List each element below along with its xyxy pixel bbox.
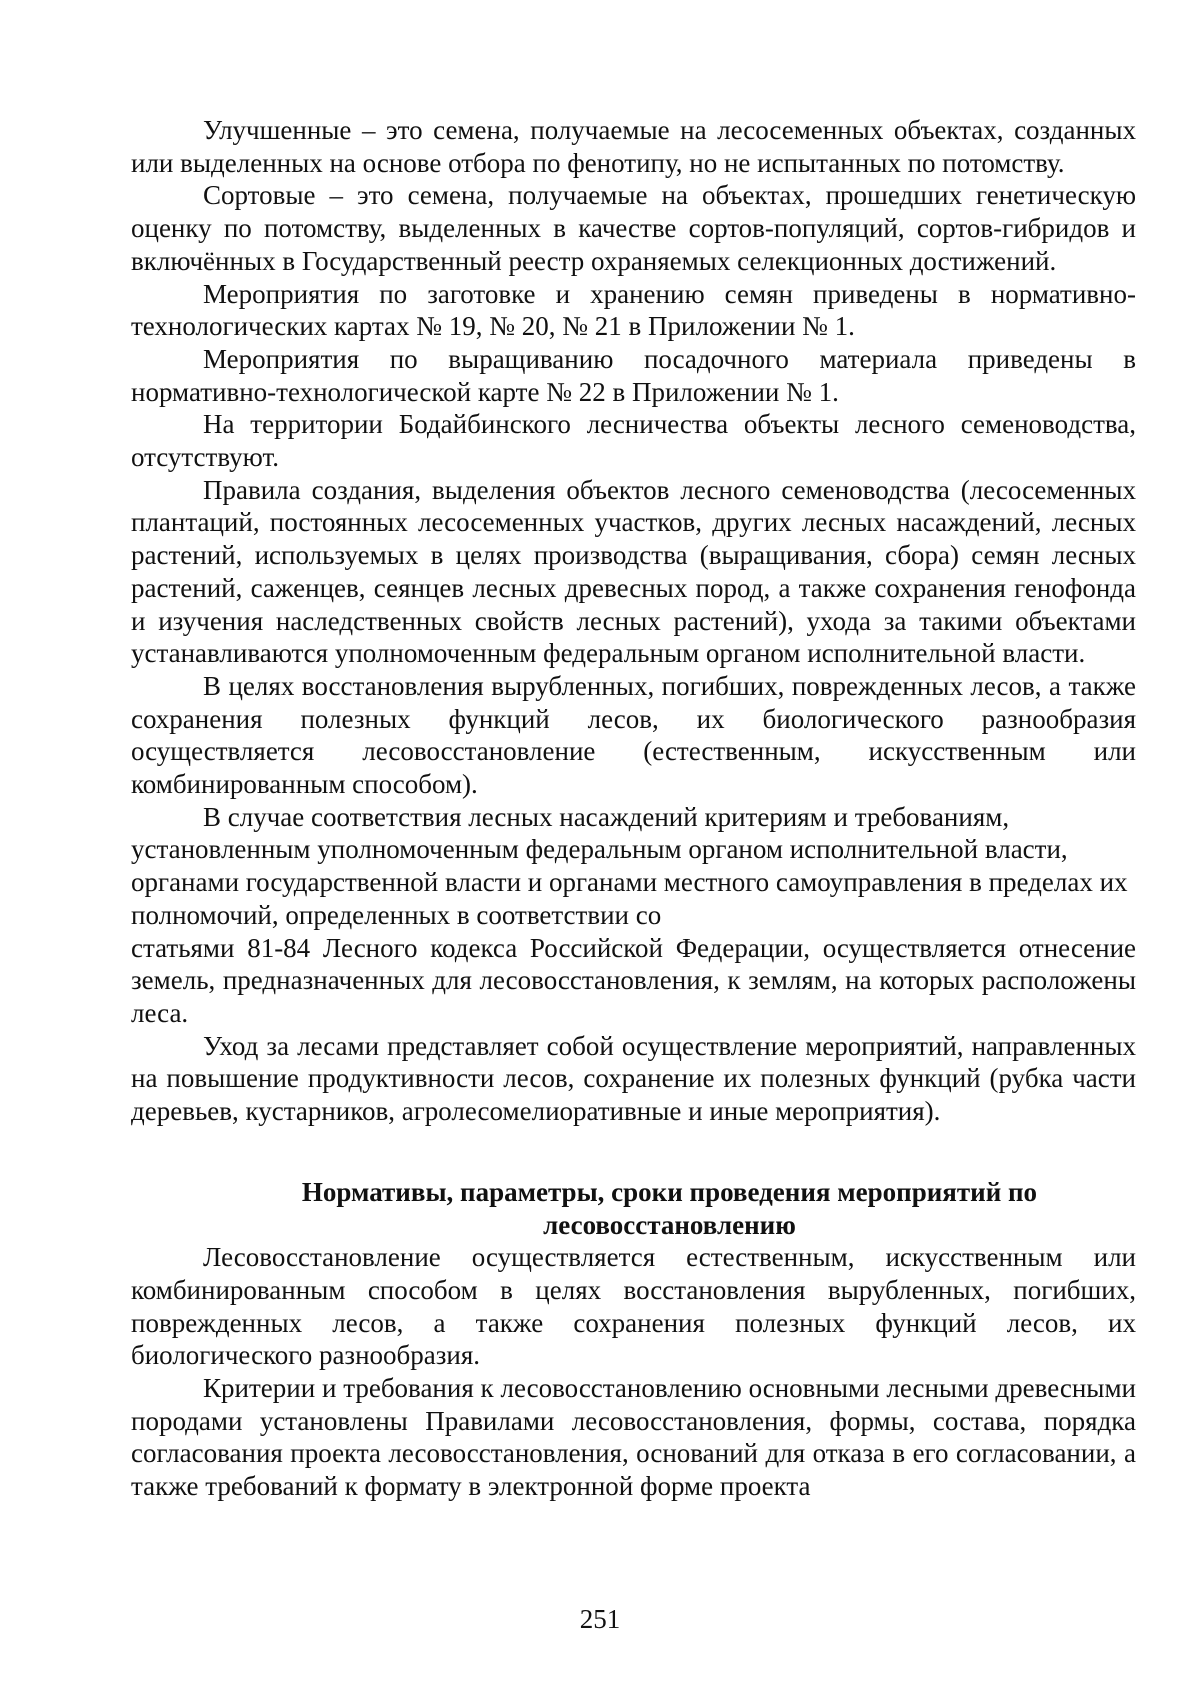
- paragraph-forest-code-articles: статьями 81-84 Лесного кодекса Российской Федерации, осуществляется отнесение земель, предназначенных для лесовосстановления, к землям, на которых расположены леса.: [131, 932, 1136, 1028]
- paragraph-reforestation-goals: В целях восстановления вырубленных, погибших, поврежденных лесов, а также сохранения полезных функций лесов, их биологического разнообразия осуществляется лесовосстановление (естественным, искусственным или комбинированным способом).: [131, 670, 1136, 800]
- paragraph-criteria-compliance: В случае соответствия лесных насаждений критериям и требованиям, установленным уполномоченным федеральным органом исполнительной власти, органами государственной власти и органами местного самоуправления в пределах их полномочий, определенных в соответствии со: [131, 801, 1128, 930]
- section-heading-line-1: Нормативы, параметры, сроки проведения мероприятий по: [301, 1176, 1038, 1207]
- section-heading-line-2: лесовосстановлению: [543, 1209, 796, 1240]
- paragraph-seed-objects-rules: Правила создания, выделения объектов лесного семеноводства (лесосеменных плантаций, постоянных лесосеменных участков, других лесных насаждений, лесных растений, используемых в целях производства (выращивания, сбора) семян лесных растений, саженцев, сеянцев лесных древесных пород, а также сохранения генофонда и изучения наследственных свойств лесных растений), ухода за такими объектами устанавливаются уполномоченным федеральным органом исполнительной власти.: [131, 474, 1136, 669]
- paragraph-forest-care: Уход за лесами представляет собой осуществление мероприятий, направленных на повышение продуктивности лесов, сохранение их полезных функций (рубка части деревьев, кустарников, агролесомелиоративные и иные мероприятия).: [131, 1030, 1136, 1127]
- paragraph-reforestation-methods: Лесовосстановление осуществляется естественным, искусственным или комбинированным способом в целях восстановления вырубленных, погибших, поврежденных лесов, а также сохранения полезных функций лесов, их биологического разнообразия.: [131, 1242, 1136, 1371]
- document-page: [131, 114, 1136, 1503]
- paragraph-improved-seeds: Улучшенные – это семена, получаемые на лесосеменных объектах, созданных или выделенных на основе отбора по фенотипу, но не испытанных по потомству.: [131, 115, 1136, 178]
- page-number: 251: [579, 1604, 621, 1634]
- paragraph-reforestation-criteria: Критерии и требования к лесовосстановлению основными лесными древесными породами установлены Правилами лесовосстановления, формы, состава, порядка согласования проекта лесовосстановления, оснований для отказа в его согласовании, а также требований к формату в электронной форме проекта: [131, 1373, 1136, 1502]
- paragraph-seed-storage: Мероприятия по заготовке и хранению семян приведены в нормативно-технологических картах № 19, № 20, № 21 в Приложении № 1.: [131, 278, 1136, 342]
- paragraph-planting-material: Мероприятия по выращиванию посадочного материала приведены в нормативно-технологической карте № 22 в Приложении № 1.: [131, 343, 1136, 407]
- paragraph-bodaibo-forestry: На территории Бодайбинского лесничества объекты лесного семеноводства, отсутствуют.: [131, 409, 1136, 473]
- section-heading: [131, 1176, 1136, 1241]
- paragraph-variety-seeds: Сортовые – это семена, получаемые на объектах, прошедших генетическую оценку по потомству, выделенных в качестве сортов-популяций, сортов-гибридов и включённых в Государственный реестр охраняемых селекционных достижений.: [131, 180, 1136, 276]
